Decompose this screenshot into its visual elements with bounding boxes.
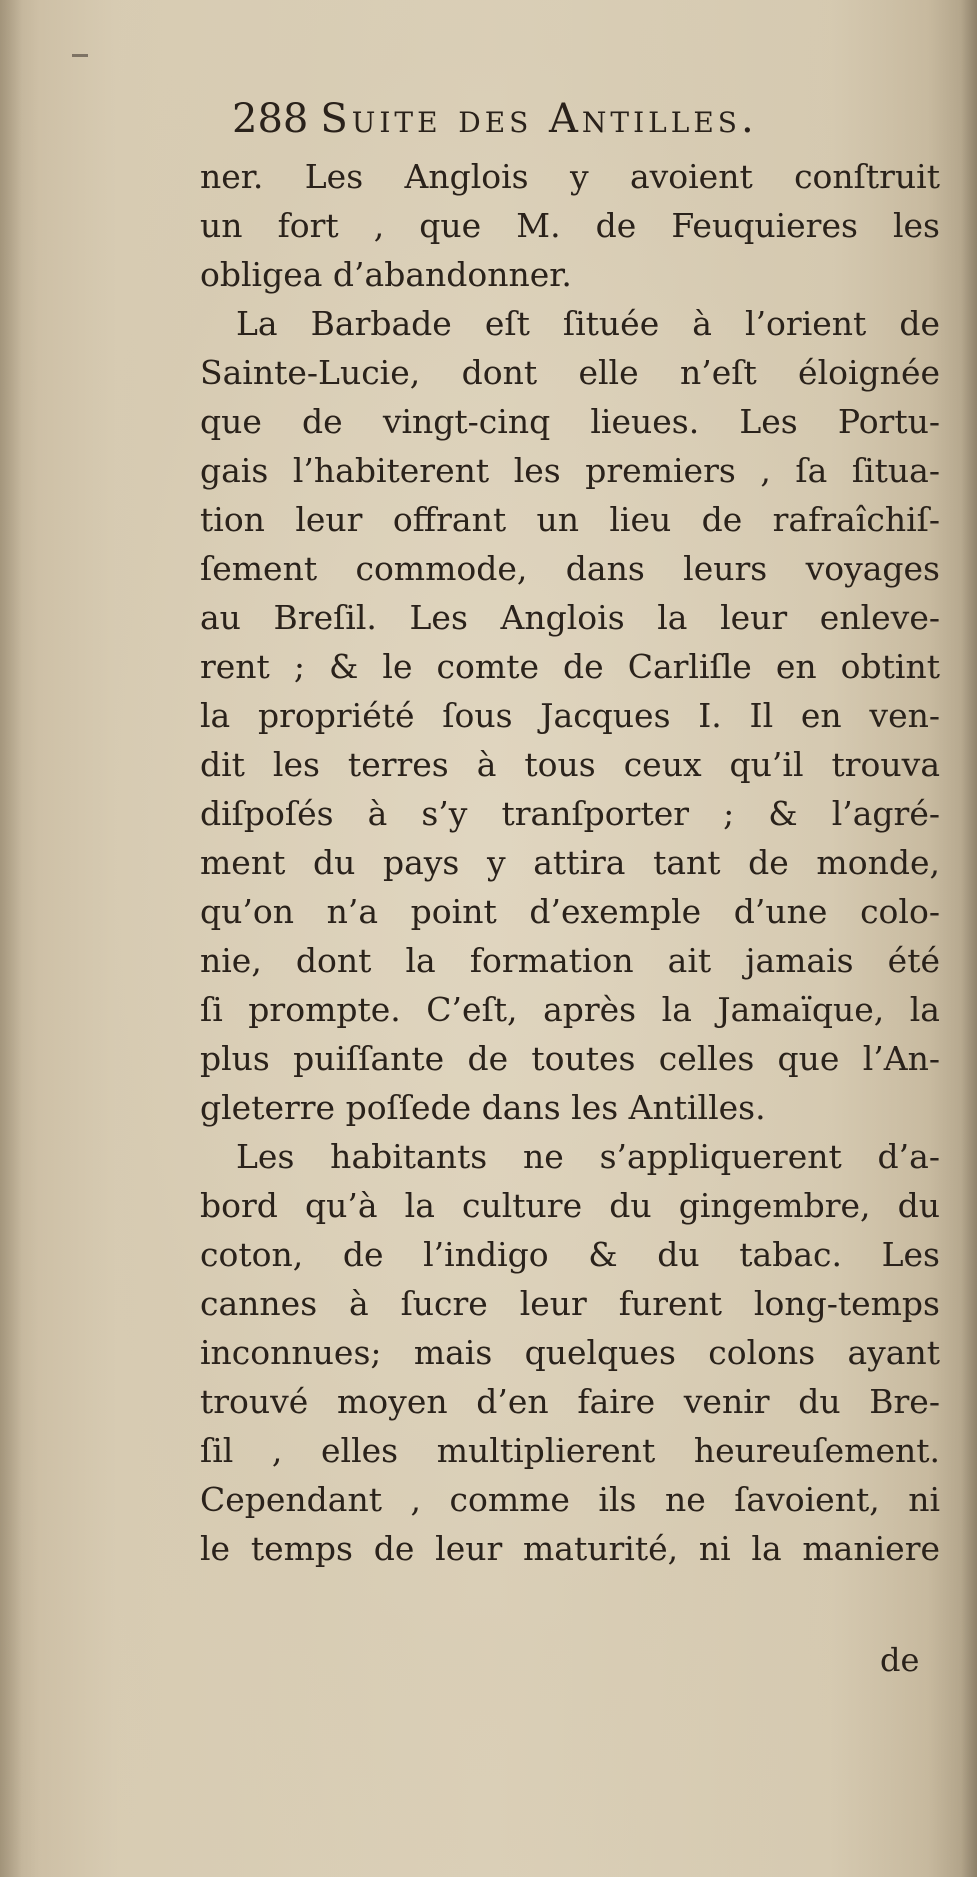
catchword: de (880, 1641, 920, 1679)
text-line: ment du pays y attira tant de monde, (200, 843, 940, 882)
text-line: la propriété ſous Jacques I. Il en ven- (200, 696, 940, 735)
running-title: Suite des Antilles. (320, 96, 758, 142)
text-line: coton, de l’indigo & du tabac. Les (200, 1235, 940, 1274)
text-line: gleterre poſſede dans les Antilles. (200, 1088, 766, 1127)
margin-mark (72, 54, 88, 57)
body-text (200, 152, 940, 1573)
text-line: obligea d’abandonner. (200, 255, 572, 294)
text-line: au Breſil. Les Anglois la leur enleve- (200, 598, 940, 637)
text-line: qu’on n’a point d’exemple d’une colo- (200, 892, 940, 931)
text-line: Les habitants ne s’appliquerent d’a- (236, 1137, 940, 1176)
text-line: le temps de leur maturité, ni la maniere (200, 1529, 940, 1568)
running-head (232, 92, 932, 146)
text-line: que de vingt-cinq lieues. Les Portu- (200, 402, 940, 441)
text-line: ner. Les Anglois y avoient conſtruit (200, 157, 940, 196)
text-line: Sainte-Lucie, dont elle n’eſt éloignée (200, 353, 940, 392)
text-line: inconnues; mais quelques colons ayant (200, 1333, 940, 1372)
text-line: diſpoſés à s’y tranſporter ; & l’agré- (200, 794, 940, 833)
text-line: Cependant , comme ils ne ſavoient, ni (200, 1480, 940, 1519)
text-line: La Barbade eſt ſituée à l’orient de (236, 304, 940, 343)
text-line: plus puiſſante de toutes celles que l’An- (200, 1039, 940, 1078)
page-number: 288 (232, 96, 309, 142)
text-line: gais l’habiterent les premiers , ſa ſitua- (200, 451, 940, 490)
text-line: bord qu’à la culture du gingembre, du (200, 1186, 940, 1225)
text-line: dit les terres à tous ceux qu’il trouva (200, 745, 940, 784)
text-line: ſi prompte. C’eſt, après la Jamaïque, la (200, 990, 940, 1029)
text-line: nie, dont la formation ait jamais été (200, 941, 940, 980)
text-line: un fort , que M. de Feuquieres les (200, 206, 940, 245)
text-line: trouvé moyen d’en faire venir du Bre- (200, 1382, 940, 1421)
text-line: cannes à ſucre leur furent long-temps (200, 1284, 940, 1323)
text-line: ſil , elles multiplierent heureuſement. (200, 1431, 940, 1470)
text-line: ſement commode, dans leurs voyages (200, 549, 940, 588)
text-line: tion leur offrant un lieu de rafraîchiſ- (200, 500, 940, 539)
text-line: rent ; & le comte de Carliſle en obtint (200, 647, 940, 686)
